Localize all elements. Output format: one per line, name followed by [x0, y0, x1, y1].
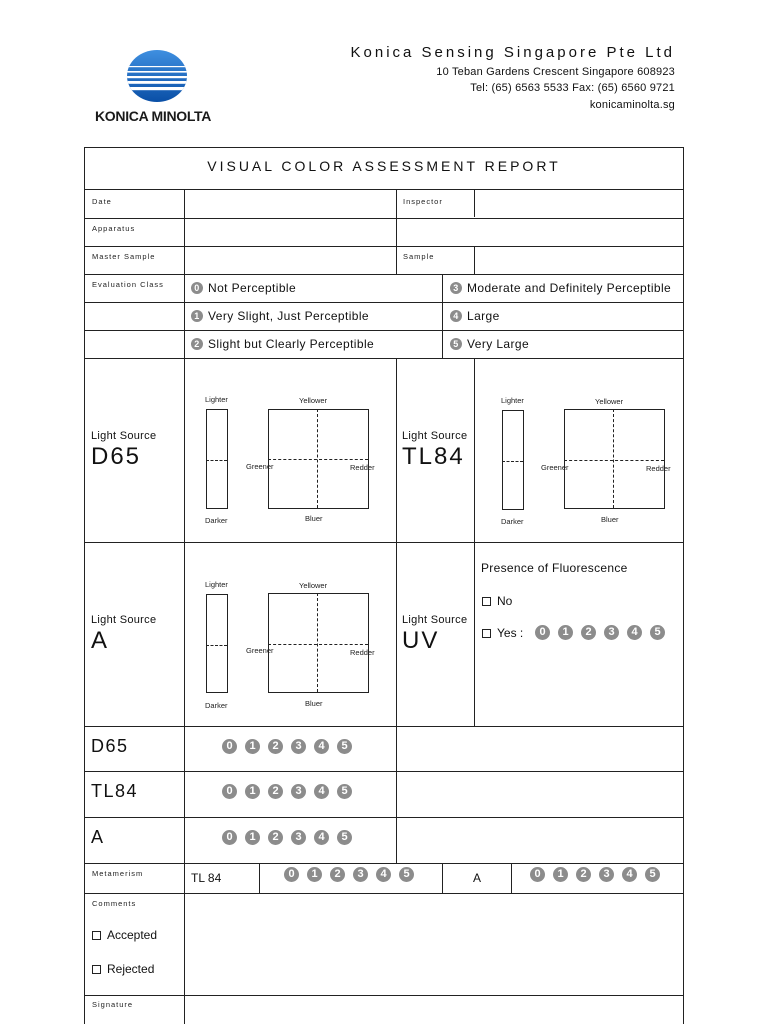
fluorescence-no-label: No: [497, 594, 513, 608]
grade-2-icon[interactable]: 2: [330, 867, 345, 882]
light-source-uv: UV: [402, 627, 440, 654]
fluorescence-title: Presence of Fluorescence: [481, 561, 628, 575]
checkbox-icon[interactable]: [482, 597, 491, 606]
lighter-label: Lighter: [205, 580, 228, 589]
class-5: [450, 337, 529, 351]
class-2-label: Slight but Clearly Perceptible: [208, 337, 375, 351]
comments-label: Comments: [92, 899, 137, 908]
yellower-label: Yellower: [299, 581, 328, 590]
company-website: konicaminolta.sg: [589, 99, 675, 111]
hue-chroma-grid[interactable]: [268, 593, 369, 693]
logo-wordmark: KONICA MINOLTA: [95, 108, 212, 124]
rating-row-a-label: A: [91, 827, 105, 847]
grade-0-icon[interactable]: 0: [530, 867, 545, 882]
fluorescence-yes-option[interactable]: [482, 626, 523, 640]
grade-3-icon: 3: [450, 282, 462, 294]
redder-label: Redder: [646, 464, 671, 473]
grade-1-icon[interactable]: 1: [245, 784, 260, 799]
signature-label: Signature: [92, 1000, 134, 1009]
inspector-label: Inspector: [403, 197, 443, 206]
grade-3-icon[interactable]: 3: [604, 625, 619, 640]
greener-label: Greener: [246, 462, 274, 471]
metamerism-a-label: A: [473, 871, 482, 885]
grade-0-icon[interactable]: 0: [222, 784, 237, 799]
grade-4-icon[interactable]: 4: [314, 739, 329, 754]
class-2: [191, 337, 374, 351]
grade-4-icon[interactable]: 4: [622, 867, 637, 882]
sample-field[interactable]: [475, 247, 683, 274]
grade-5-icon[interactable]: 5: [337, 830, 352, 845]
accepted-option[interactable]: [92, 928, 157, 942]
grade-1-icon[interactable]: 1: [553, 867, 568, 882]
grade-4-icon[interactable]: 4: [627, 625, 642, 640]
grade-1-icon[interactable]: 1: [245, 739, 260, 754]
bluer-label: Bluer: [305, 699, 323, 708]
light-source-label-d65: Light Source: [91, 430, 157, 442]
redder-label: Redder: [350, 463, 375, 472]
darker-label: Darker: [205, 516, 228, 525]
grade-3-icon[interactable]: 3: [291, 830, 306, 845]
class-3: [450, 281, 671, 295]
lighter-label: Lighter: [205, 395, 228, 404]
grade-1-icon: 1: [191, 310, 203, 322]
grade-5-icon[interactable]: 5: [645, 867, 660, 882]
redder-label: Redder: [350, 648, 375, 657]
inspector-field[interactable]: [475, 190, 683, 218]
evaluation-class-label: Evaluation Class: [92, 280, 164, 289]
light-source-d65: D65: [91, 443, 142, 470]
grade-1-icon[interactable]: 1: [245, 830, 260, 845]
grade-0-icon[interactable]: 0: [222, 739, 237, 754]
grade-4-icon: 4: [450, 310, 462, 322]
grade-0-icon[interactable]: 0: [284, 867, 299, 882]
grade-3-icon[interactable]: 3: [291, 739, 306, 754]
greener-label: Greener: [246, 646, 274, 655]
checkbox-icon[interactable]: [482, 629, 491, 638]
apparatus-label: Apparatus: [92, 224, 136, 233]
yellower-label: Yellower: [299, 396, 328, 405]
accepted-label: Accepted: [107, 928, 158, 942]
grade-0-icon[interactable]: 0: [535, 625, 550, 640]
apparatus-field[interactable]: [185, 219, 683, 246]
metamerism-tl84-grades: [284, 867, 414, 882]
rating-row-d65-label: D65: [91, 736, 129, 756]
grade-5-icon[interactable]: 5: [337, 784, 352, 799]
grade-3-icon[interactable]: 3: [353, 867, 368, 882]
class-1-label: Very Slight, Just Perceptible: [208, 309, 370, 323]
lightness-scale[interactable]: [206, 409, 228, 509]
sample-label: Sample: [403, 252, 435, 261]
fluorescence-grades: [535, 625, 665, 640]
grade-0-icon: 0: [191, 282, 203, 294]
greener-label: Greener: [541, 463, 569, 472]
metamerism-tl84-label: TL 84: [191, 871, 222, 885]
grade-5-icon: 5: [450, 338, 462, 350]
comments-field[interactable]: [185, 894, 683, 995]
report-title: VISUAL COLOR ASSESSMENT REPORT: [207, 158, 561, 174]
grade-4-icon[interactable]: 4: [376, 867, 391, 882]
grade-4-icon[interactable]: 4: [314, 784, 329, 799]
grade-5-icon[interactable]: 5: [650, 625, 665, 640]
bluer-label: Bluer: [305, 514, 323, 523]
checkbox-icon[interactable]: [92, 965, 101, 974]
class-1: [191, 309, 369, 323]
company-name: Konica Sensing Singapore Pte Ltd: [350, 44, 675, 61]
grade-5-icon[interactable]: 5: [399, 867, 414, 882]
grade-2-icon[interactable]: 2: [268, 830, 283, 845]
lightness-scale[interactable]: [206, 594, 228, 693]
grade-5-icon[interactable]: 5: [337, 739, 352, 754]
grade-3-icon[interactable]: 3: [291, 784, 306, 799]
grade-2-icon[interactable]: 2: [268, 739, 283, 754]
light-source-tl84: TL84: [402, 443, 465, 470]
class-4-label: Large: [467, 309, 500, 323]
light-source-label-tl84: Light Source: [402, 430, 468, 442]
grade-4-icon[interactable]: 4: [314, 830, 329, 845]
company-address: 10 Teban Gardens Crescent Singapore 608923: [436, 66, 675, 78]
company-contact: Tel: (65) 6563 5533 Fax: (65) 6560 9721: [470, 82, 675, 94]
hue-chroma-grid[interactable]: [564, 409, 665, 509]
rejected-option[interactable]: [92, 962, 154, 976]
darker-label: Darker: [205, 701, 228, 710]
rating-row-a-grades: [222, 830, 352, 845]
lightness-scale[interactable]: [502, 410, 524, 510]
light-source-a: A: [91, 627, 110, 654]
rating-row-tl84-grades: [222, 784, 352, 799]
rejected-label: Rejected: [107, 962, 155, 976]
light-source-label-uv: Light Source: [402, 614, 468, 626]
class-4: [450, 309, 500, 323]
grade-2-icon[interactable]: 2: [576, 867, 591, 882]
grade-1-icon[interactable]: 1: [558, 625, 573, 640]
grade-2-icon[interactable]: 2: [581, 625, 596, 640]
class-0-label: Not Perceptible: [208, 281, 297, 295]
konica-minolta-globe-logo: [126, 50, 188, 102]
metamerism-label: Metamerism: [92, 869, 144, 878]
grade-3-icon[interactable]: 3: [599, 867, 614, 882]
lighter-label: Lighter: [501, 396, 524, 405]
metamerism-a-grades: [530, 867, 660, 882]
rating-row-d65-grades: [222, 739, 352, 754]
class-5-label: Very Large: [467, 337, 530, 351]
master-sample-label: Master Sample: [92, 252, 156, 261]
rating-row-tl84-label: TL84: [91, 781, 139, 801]
date-field[interactable]: [185, 190, 396, 218]
checkbox-icon[interactable]: [92, 931, 101, 940]
grade-2-icon[interactable]: 2: [268, 784, 283, 799]
bluer-label: Bluer: [601, 515, 619, 524]
fluorescence-yes-label: Yes :: [497, 626, 524, 640]
signature-field[interactable]: [185, 996, 683, 1024]
master-sample-field[interactable]: [185, 247, 396, 274]
date-label: Date: [92, 197, 112, 206]
yellower-label: Yellower: [595, 397, 624, 406]
grade-0-icon[interactable]: 0: [222, 830, 237, 845]
light-source-label-a: Light Source: [91, 614, 157, 626]
fluorescence-no-option[interactable]: [482, 594, 512, 608]
class-3-label: Moderate and Definitely Perceptible: [467, 281, 672, 295]
grade-1-icon[interactable]: 1: [307, 867, 322, 882]
darker-label: Darker: [501, 517, 524, 526]
class-0: [191, 281, 296, 295]
grade-2-icon: 2: [191, 338, 203, 350]
